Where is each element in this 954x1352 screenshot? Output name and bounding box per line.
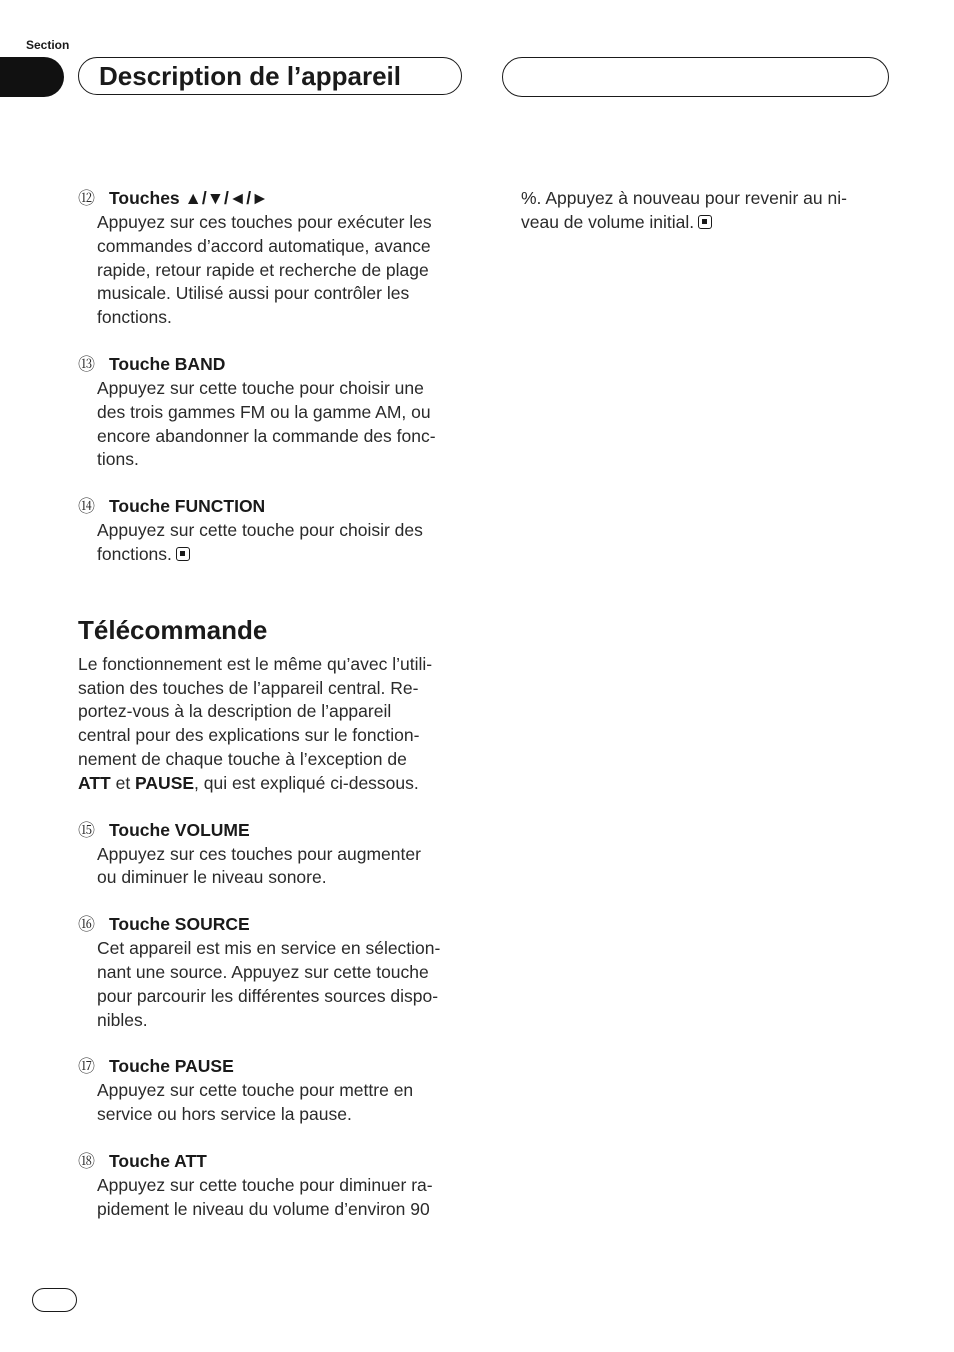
body-line <box>521 211 881 235</box>
item-body <box>78 1079 468 1127</box>
body-line: fonctions. <box>97 307 172 328</box>
item-head <box>78 495 468 519</box>
item-body <box>78 1174 468 1222</box>
body-line: des trois gammes FM ou la gamme AM, ou <box>97 401 431 422</box>
body-line: tions. <box>97 449 139 470</box>
item-title: Touche SOURCE <box>109 914 250 935</box>
body-line-text: fonctions. <box>97 543 172 564</box>
title-box <box>78 57 462 95</box>
body-line: Appuyez sur cette touche pour diminuer ra- <box>97 1174 433 1195</box>
body-line: pidement le niveau du volume d’environ 90 <box>97 1198 430 1219</box>
item-number: ⑫ <box>78 189 95 208</box>
body-line: pour parcourir les différentes sources dispo- <box>97 985 439 1006</box>
body-line: musicale. Utilisé aussi pour contrôler les <box>97 283 410 304</box>
body-line: encore abandonner la commande des fonc- <box>97 425 436 446</box>
section-label: Section <box>26 38 70 52</box>
intro-line: sation des touches de l’appareil central. Re- <box>78 677 419 698</box>
body-line: commandes d’accord automatique, avance <box>97 235 431 256</box>
item-number: ⑱ <box>78 1151 95 1171</box>
item-body <box>78 519 468 567</box>
intro-mid: et <box>110 772 136 793</box>
item-body <box>78 377 468 472</box>
intro-line <box>78 772 468 796</box>
end-of-section-icon <box>176 547 190 561</box>
body-line: Appuyez sur ces touches pour augmenter <box>97 843 421 864</box>
item-touche-source <box>78 913 468 1032</box>
item-touches-arrows <box>78 187 468 330</box>
item-title: Touche VOLUME <box>109 819 250 840</box>
item-number: ⑬ <box>78 354 95 374</box>
intro-line: Le fonctionnement est le même qu’avec l’utili- <box>78 653 433 674</box>
body-line: nant une source. Appuyez sur cette touche <box>97 961 429 982</box>
body-line: Appuyez sur cette touche pour choisir une <box>97 377 424 398</box>
item-touche-att <box>78 1150 468 1222</box>
body-line: Cet appareil est mis en service en sélection- <box>97 938 441 959</box>
body-line: Appuyez sur cette touche pour choisir des <box>97 520 423 541</box>
item-title: Touche BAND <box>109 353 226 374</box>
body-line: Appuyez sur ces touches pour exécuter les <box>97 212 432 232</box>
body-line-text: veau de volume initial. <box>521 211 695 232</box>
item-title: Touche ATT <box>109 1150 207 1171</box>
body-line: rapide, retour rapide et recherche de plage <box>97 259 429 280</box>
item-head <box>78 1055 468 1079</box>
remote-heading: Télécommande <box>78 614 268 645</box>
item-title: Touches ▲/▼/◄/► <box>109 188 269 208</box>
empty-header-box <box>502 57 889 97</box>
remote-intro <box>78 653 468 796</box>
item-number: ⑰ <box>78 1057 95 1077</box>
page-number-oval <box>32 1288 77 1312</box>
page-title: Description de l’appareil <box>99 61 401 91</box>
item-body <box>78 843 468 891</box>
body-line: ou diminuer le niveau sonore. <box>97 867 327 888</box>
end-of-section-icon <box>698 215 712 229</box>
body-line <box>97 543 468 567</box>
item-touche-function <box>78 495 468 567</box>
section-tab <box>0 57 64 97</box>
item-head <box>78 913 468 937</box>
item-title: Touche PAUSE <box>109 1056 234 1077</box>
item-touche-band <box>78 353 468 472</box>
item-number: ⑯ <box>78 915 95 935</box>
item-body <box>78 937 468 1032</box>
item-number: ⑭ <box>78 497 95 517</box>
body-line: service ou hors service la pause. <box>97 1104 352 1125</box>
body-line: nibles. <box>97 1009 148 1030</box>
intro-line: nement de chaque touche à l’exception de <box>78 748 407 769</box>
item-touche-pause <box>78 1055 468 1127</box>
intro-end: , qui est expliqué ci-dessous. <box>194 772 419 793</box>
item-body <box>78 211 468 330</box>
item-head <box>78 353 468 377</box>
intro-line: portez-vous à la description de l’appareil <box>78 701 392 722</box>
item-head <box>78 1150 468 1174</box>
item-head <box>78 187 468 211</box>
intro-line: central pour des explications sur le fonction- <box>78 725 420 746</box>
right-column <box>521 187 881 235</box>
left-column <box>78 187 468 1245</box>
body-line: Appuyez sur cette touche pour mettre en <box>97 1080 414 1101</box>
intro-bold-pause: PAUSE <box>135 772 195 793</box>
item-head <box>78 819 468 843</box>
body-line: %. Appuyez à nouveau pour revenir au ni- <box>521 188 847 208</box>
item-touche-volume <box>78 819 468 891</box>
item-title: Touche FUNCTION <box>109 496 266 517</box>
intro-bold-att: ATT <box>78 772 111 793</box>
item-number: ⑮ <box>78 820 95 840</box>
